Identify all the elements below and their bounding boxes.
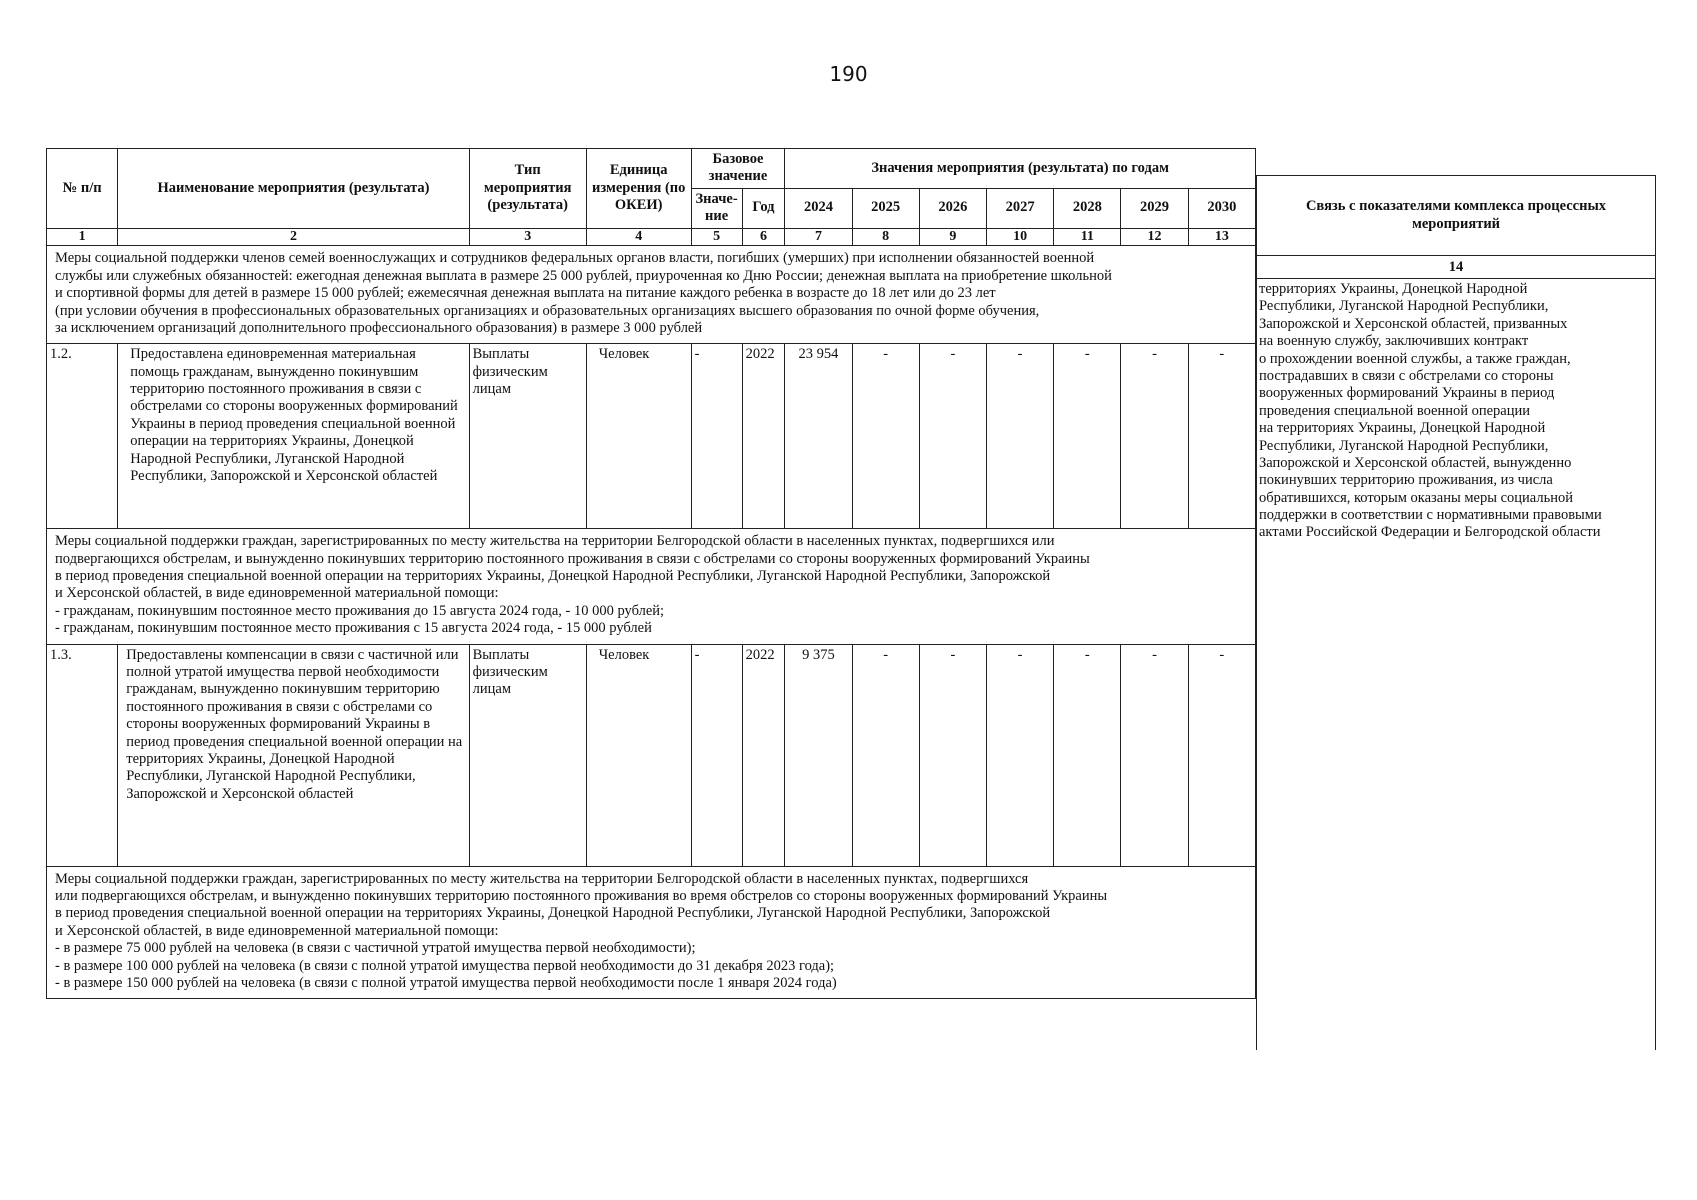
page-number: 190	[829, 62, 868, 86]
column-number: 2	[118, 228, 469, 246]
section-line: в период проведения специальной военной операции на территориях Украины, Донецкой Народной Республики, Луганской Народной Республики, Запорожской	[55, 905, 1051, 922]
table-row	[47, 644, 1256, 866]
row-value-2029: -	[1121, 344, 1188, 529]
column-number: 10	[986, 228, 1053, 246]
header-year: 2026	[919, 188, 986, 228]
indicator-link-text: территориях Украины, Донецкой Народной Республики, Луганской Народной Республики, Запорожской и Херсонской областей, призванных на военную службу, заключивших контракт о прохождении военной службы, а также граждан, пострадавших в связи с обстрелами со стороны вооруженных формирований Украины в период проведения специальной военной операции на территориях Украины, Донецкой Народной Республики, Луганской Народной Республики, Запорожской и Херсонской областей, вынужденно покинувших территорию проживания, из числа обратившихся, которым оказаны меры социальной поддержки в соответствии с нормативными правовыми актами Российской Федерации и Белгородской области	[1259, 281, 1602, 541]
column-number: 5	[691, 228, 742, 246]
section-line: службы или служебных обязанностей: ежегодная денежная выплата в размере 25 000 рублей, приуроченная ко Дню России; денежная выплата на приобретение школьной	[55, 267, 1112, 284]
column-number: 14	[1257, 256, 1655, 279]
row-value-2025: -	[852, 644, 919, 866]
header-base-year: Год	[742, 188, 785, 228]
header-year: 2027	[986, 188, 1053, 228]
section-line: или подвергающихся обстрелам, и вынужденно покинувших территорию постоянного проживания во время обстрелов со стороны вооруженных формирований Украины	[55, 888, 1108, 905]
header-name: Наименование мероприятия (результата)	[118, 149, 469, 229]
column-number: 9	[919, 228, 986, 246]
section-social-support-families	[47, 246, 1256, 344]
column-number: 3	[469, 228, 586, 246]
row-value-2027: -	[986, 344, 1053, 529]
section-line: и Херсонской областей, в виде единовременной материальной помощи:	[55, 922, 499, 939]
row-value-2028: -	[1054, 344, 1121, 529]
column-number: 11	[1054, 228, 1121, 246]
section-line: за исключением организаций дополнительного профессионального образования) в размере 3 000 рублей	[55, 319, 703, 336]
row-value-2026: -	[919, 344, 986, 529]
row-value-2024: 23 954	[785, 344, 852, 529]
row-name: Предоставлены компенсации в связи с частичной или полной утратой имущества первой необходимости гражданам, вынужденно покинувшим территорию постоянного проживания в связи с обстрелами со стороны вооруженных формирований Украины в период проведения специальной военной операции на территориях Украины, Донецкой Народной Республики, Луганской Народной Республики, Запорожской и Херсонской областей	[118, 644, 469, 866]
section-line: в период проведения специальной военной операции на территориях Украины, Донецкой Народной Республики, Луганской Народной Республики, Запорожской	[55, 568, 1051, 585]
row-value-2030: -	[1188, 644, 1255, 866]
row-base-value: -	[691, 344, 742, 529]
section-line: (при условии обучения в профессиональных образовательных организациях и образовательных организациях высшего образования по очной форме обучения,	[55, 302, 1040, 319]
section-line: и спортивной формы для детей в размере 15 000 рублей; ежемесячная денежная выплата на питание каждого ребенка в возрасте до 18 лет или до 23 лет	[55, 285, 996, 302]
header-link: Связь с показателями комплекса процессных мероприятий	[1257, 176, 1655, 256]
row-num: 1.2.	[47, 344, 118, 529]
row-num: 1.3.	[47, 644, 118, 866]
column-number-row	[47, 228, 1256, 246]
column-number: 1	[47, 228, 118, 246]
row-base-year: 2022	[742, 644, 785, 866]
header-year: 2030	[1188, 188, 1255, 228]
section-line: подвергающихся обстрелам, и вынужденно покинувших территорию постоянного проживания в связи с обстрелами со стороны вооруженных формирований Украины	[55, 550, 1090, 567]
table-row	[47, 344, 1256, 529]
section-line: Меры социальной поддержки граждан, зарегистрированных по месту жительства на территории Белгородской области в населенных пунктах, подвергшихся	[55, 870, 1029, 887]
header-num: № п/п	[47, 149, 118, 229]
section-line: - в размере 150 000 рублей на человека (в связи с полной утратой имущества первой необходимости после 1 января 2024 года)	[55, 975, 837, 991]
column-number: 7	[785, 228, 852, 246]
row-unit: Человек	[586, 344, 691, 529]
section-line: - в размере 75 000 рублей на человека (в связи с частичной утратой имущества первой необходимости);	[55, 940, 696, 957]
column-number: 12	[1121, 228, 1188, 246]
row-value-2026: -	[919, 644, 986, 866]
header-unit: Единица измерения (по ОКЕИ)	[586, 149, 691, 229]
row-value-2027: -	[986, 644, 1053, 866]
row-value-2030: -	[1188, 344, 1255, 529]
row-name: Предоставлена единовременная материальная помощь гражданам, вынужденно покинувшим территорию постоянного проживания в связи с обстрелами со стороны вооруженных формирований Украины в период проведения специальной военной операции на территориях Украины, Донецкой Народной Республики, Луганской Народной Республики, Запорожской и Херсонской областей	[118, 344, 469, 529]
column-number: 4	[586, 228, 691, 246]
row-value-2025: -	[852, 344, 919, 529]
header-year: 2028	[1054, 188, 1121, 228]
column-number: 6	[742, 228, 785, 246]
row-unit: Человек	[586, 644, 691, 866]
header-base: Базовое значение	[691, 149, 785, 189]
row-type: Выплаты физическим лицам	[469, 344, 586, 529]
header-type: Тип мероприятия (результата)	[469, 149, 586, 229]
header-year: 2025	[852, 188, 919, 228]
column-number: 13	[1188, 228, 1255, 246]
activities-table	[46, 148, 1256, 999]
row-value-2028: -	[1054, 644, 1121, 866]
header-values-by-year: Значения мероприятия (результата) по годам	[785, 149, 1256, 189]
indicator-link-column	[1256, 175, 1656, 1050]
row-type: Выплаты физическим лицам	[469, 644, 586, 866]
section-line: Меры социальной поддержки членов семей военнослужащих и сотрудников федеральных органов власти, погибших (умерших) при исполнении обязанностей военной	[55, 250, 1095, 267]
header-base-value: Значе-ние	[691, 188, 742, 228]
section-line: - гражданам, покинувшим постоянное место проживания до 15 августа 2024 года, - 10 000 рублей;	[55, 602, 665, 619]
section-line: - в размере 100 000 рублей на человека (в связи с полной утратой имущества первой необходимости до 31 декабря 2023 года);	[55, 957, 835, 974]
row-value-2024: 9 375	[785, 644, 852, 866]
row-base-value: -	[691, 644, 742, 866]
section-line: и Херсонской областей, в виде единовременной материальной помощи:	[55, 585, 499, 602]
header-year: 2029	[1121, 188, 1188, 228]
section-social-support-belgorod-residents	[47, 529, 1256, 644]
column-number: 8	[852, 228, 919, 246]
row-value-2029: -	[1121, 644, 1188, 866]
section-line: Меры социальной поддержки граждан, зарегистрированных по месту жительства на территории Белгородской области в населенных пунктах, подвергшихся или	[55, 533, 1055, 550]
header-year: 2024	[785, 188, 852, 228]
row-base-year: 2022	[742, 344, 785, 529]
section-line: - гражданам, покинувшим постоянное место проживания с 15 августа 2024 года, - 15 000 рублей	[55, 620, 652, 637]
section-compensation-property-loss	[47, 866, 1256, 999]
